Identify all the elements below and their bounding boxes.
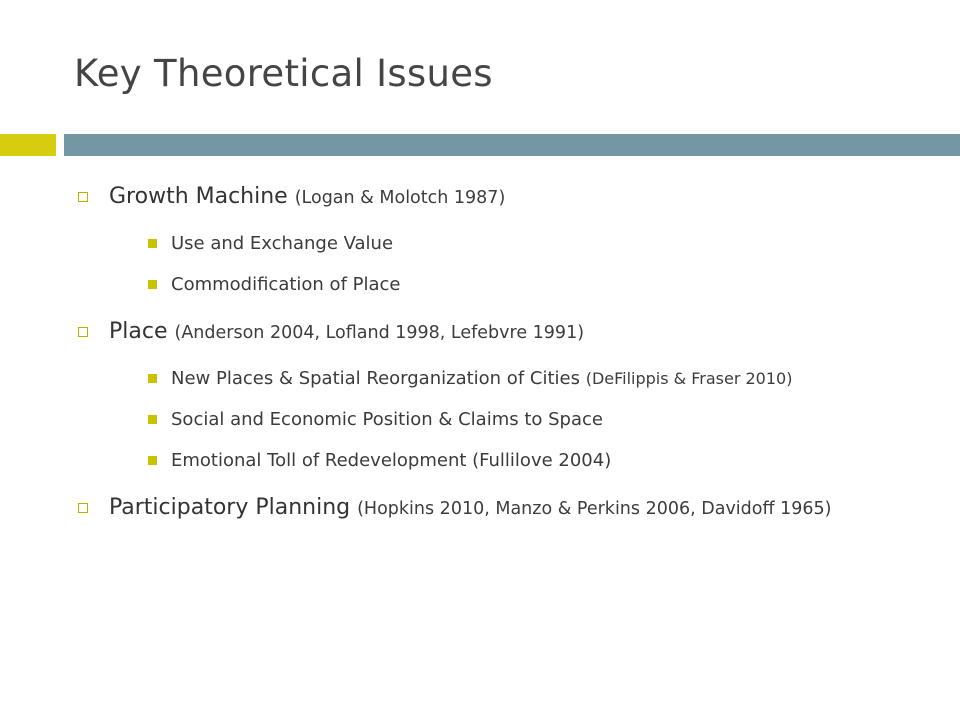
sub-bullet-citation: (DeFilippis & Fraser 2010) xyxy=(585,369,793,388)
title-accent-bar xyxy=(0,134,56,156)
filled-square-bullet-icon xyxy=(148,415,157,424)
sub-bullet-text: Social and Economic Position & Claims to Space xyxy=(171,409,603,430)
bullet-participatory-planning xyxy=(76,491,869,526)
hollow-square-bullet-icon xyxy=(78,192,88,202)
bullet-main-text: Place xyxy=(109,319,168,344)
bullet-citation: (Anderson 2004, Lofland 1998, Lefebvre 1991) xyxy=(174,323,585,343)
filled-square-bullet-icon xyxy=(148,374,157,383)
hollow-square-bullet-icon xyxy=(78,327,88,337)
sub-bullet-emotional-toll xyxy=(76,446,936,475)
filled-square-bullet-icon xyxy=(148,456,157,465)
sub-bullet-text: Emotional Toll of Redevelopment (Fullilove 2004) xyxy=(171,450,612,471)
hollow-square-bullet-icon xyxy=(78,503,88,513)
bullet-citation: (Hopkins 2010, Manzo & Perkins 2006, Davidoff 1965) xyxy=(357,499,832,519)
sub-bullet-new-places xyxy=(76,364,871,393)
bullet-list xyxy=(76,180,936,526)
filled-square-bullet-icon xyxy=(148,239,157,248)
sub-bullet-social-economic xyxy=(76,405,936,434)
bullet-citation: (Logan & Molotch 1987) xyxy=(294,188,506,208)
sub-bullet-commodification xyxy=(76,270,936,299)
sub-bullet-text: Commodification of Place xyxy=(171,274,401,295)
bullet-main-text: Participatory Planning xyxy=(109,495,351,520)
bullet-main-text: Growth Machine xyxy=(109,184,288,209)
title-divider-bar xyxy=(64,134,960,156)
bullet-place xyxy=(76,315,936,350)
filled-square-bullet-icon xyxy=(148,280,157,289)
sub-bullet-use-exchange-value xyxy=(76,229,936,258)
bullet-growth-machine xyxy=(76,180,936,215)
slide-title: Key Theoretical Issues xyxy=(74,52,493,95)
sub-bullet-text: Use and Exchange Value xyxy=(171,233,394,254)
sub-bullet-text: New Places & Spatial Reorganization of Cities xyxy=(171,368,580,389)
